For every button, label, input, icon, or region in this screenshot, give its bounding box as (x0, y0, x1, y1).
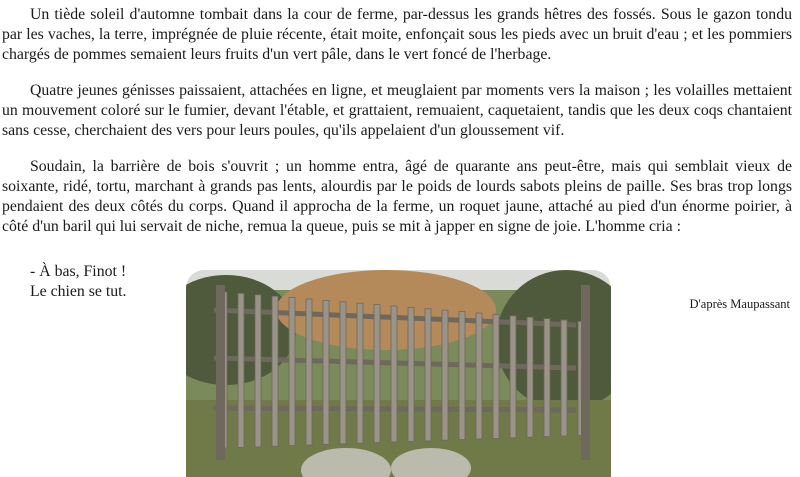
fence-picket (391, 306, 397, 442)
fence-post (216, 285, 225, 460)
fence-picket (459, 312, 465, 440)
fence-picket (493, 314, 499, 438)
fence-picket (425, 309, 431, 441)
fence-picket (527, 317, 533, 437)
fence-picket (476, 313, 482, 439)
fence-post (581, 285, 590, 460)
fence-picket (442, 310, 448, 440)
paragraph-2: Quatre jeunes génisses paissaient, attachées en ligne, et meuglaient par moments vers la maison ; les volailles mettaient un mouvement coloré sur le fumier, devant l'étable, et grattaient, remuaient, caquetaient, tandis que les deux coqs chantaient sans cesse, cherchaient des vers pour leurs poules, qu'ils appelaient d'un gloussement vif. (2, 82, 792, 139)
fence-picket (561, 320, 567, 436)
fence-picket (289, 298, 295, 446)
paragraph-1: Un tiède soleil d'automne tombait dans la cour de ferme, par-dessus les grands hêtres des fossés. Sous le gazon tondu par les vaches, la terre, imprégnée de pluie récente, était moite, enfonçait sous les pieds avec un bruit d'eau ; et les pommiers chargés de pommes semaient leurs fruits d'un vert pâle, dans le vert foncé de l'herbage. (2, 6, 792, 63)
fence-picket (255, 295, 261, 447)
attribution: D'après Maupassant (689, 297, 790, 311)
fence-picket (238, 293, 244, 447)
fence-picket (272, 296, 278, 446)
paragraph-3: Soudain, la barrière de bois s'ouvrit ; un homme entra, âgé de quarante ans peut-être, mais qui semblait vieux de soixante, ridé, tortu, marchant à grands pas lents, alourdis par le poids de lourds sabots pleins de paille. Ses bras trop longs pendaient des deux côtés du corps. Quand il approcha de la ferme, un roquet jaune, attaché au pied d'un énorme poirier, à côté d'un baril qui lui servait de niche, remua la queue, puis se mit à japper en signe de joie. L'homme cria : (2, 158, 792, 235)
fence-photo-svg (186, 270, 611, 477)
fence-picket (306, 299, 312, 445)
fence-photo (186, 270, 611, 477)
fence-picket (357, 303, 363, 443)
fence-picket (340, 302, 346, 444)
fence-picket (510, 316, 516, 438)
dialogue-line: - À bas, Finot ! (30, 263, 127, 280)
fence-picket (323, 300, 329, 444)
fence-picket (544, 319, 550, 437)
fence-picket (374, 305, 380, 443)
fence-picket (408, 307, 414, 441)
closing-line: Le chien se tut. (30, 283, 127, 300)
